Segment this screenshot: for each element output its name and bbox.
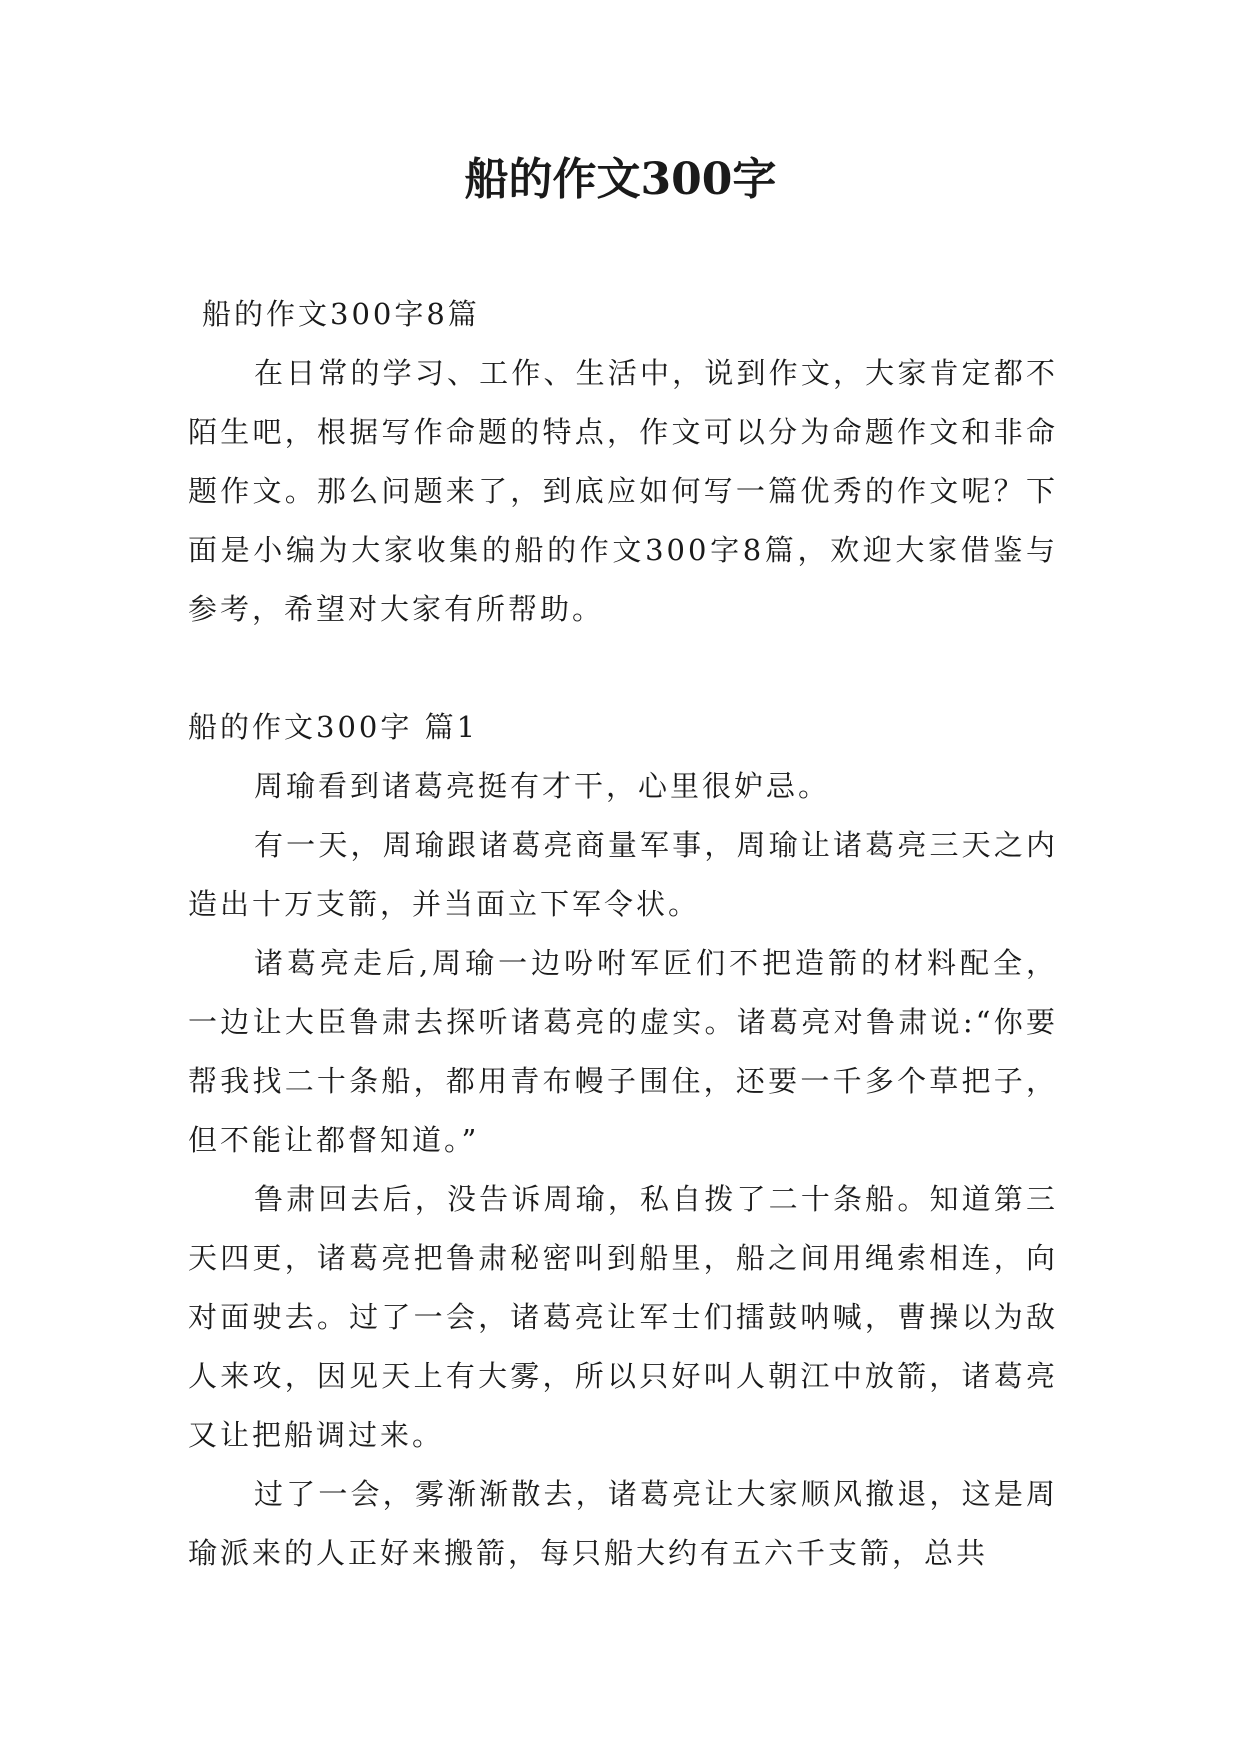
document-subtitle: 船的作文300字8篇	[202, 297, 480, 331]
body-paragraph: 鲁肃回去后，没告诉周瑜，私自拨了二十条船。知道第三天四更，诸葛亮把鲁肃秘密叫到船里，船之间用绳索相连，向对面驶去。过了一会，诸葛亮让军士们擂鼓呐喊，曹操以为敌人来攻，因见天上有大雾，所以只好叫人朝江中放箭，诸葛亮又让把船调过来。	[188, 1182, 1058, 1452]
document-title: 船的作文300字	[464, 154, 777, 205]
section-heading: 船的作文300字 篇1	[188, 710, 479, 744]
body-paragraph: 诸葛亮走后,周瑜一边吩咐军匠们不把造箭的材料配全，一边让大臣鲁肃去探听诸葛亮的虚实。诸葛亮对鲁肃说:“你要帮我找二十条船，都用青布幔子围住，还要一千多个草把子，但不能让都督知道。”	[188, 946, 1058, 1157]
body-paragraph: 过了一会，雾渐渐散去，诸葛亮让大家顺风撤退，这是周瑜派来的人正好来搬箭，每只船大约有五六千支箭，总共	[188, 1477, 1058, 1570]
body-paragraph: 有一天，周瑜跟诸葛亮商量军事，周瑜让诸葛亮三天之内造出十万支箭，并当面立下军令状。	[188, 828, 1058, 921]
intro-paragraph: 在日常的学习、工作、生活中，说到作文，大家肯定都不陌生吧，根据写作命题的特点，作文可以分为命题作文和非命题作文。那么问题来了，到底应如何写一篇优秀的作文呢？下面是小编为大家收集的船的作文300字8篇，欢迎大家借鉴与参考，希望对大家有所帮助。	[188, 356, 1058, 626]
document-body	[188, 285, 1058, 1583]
body-paragraph: 周瑜看到诸葛亮挺有才干，心里很妒忌。	[254, 769, 831, 803]
